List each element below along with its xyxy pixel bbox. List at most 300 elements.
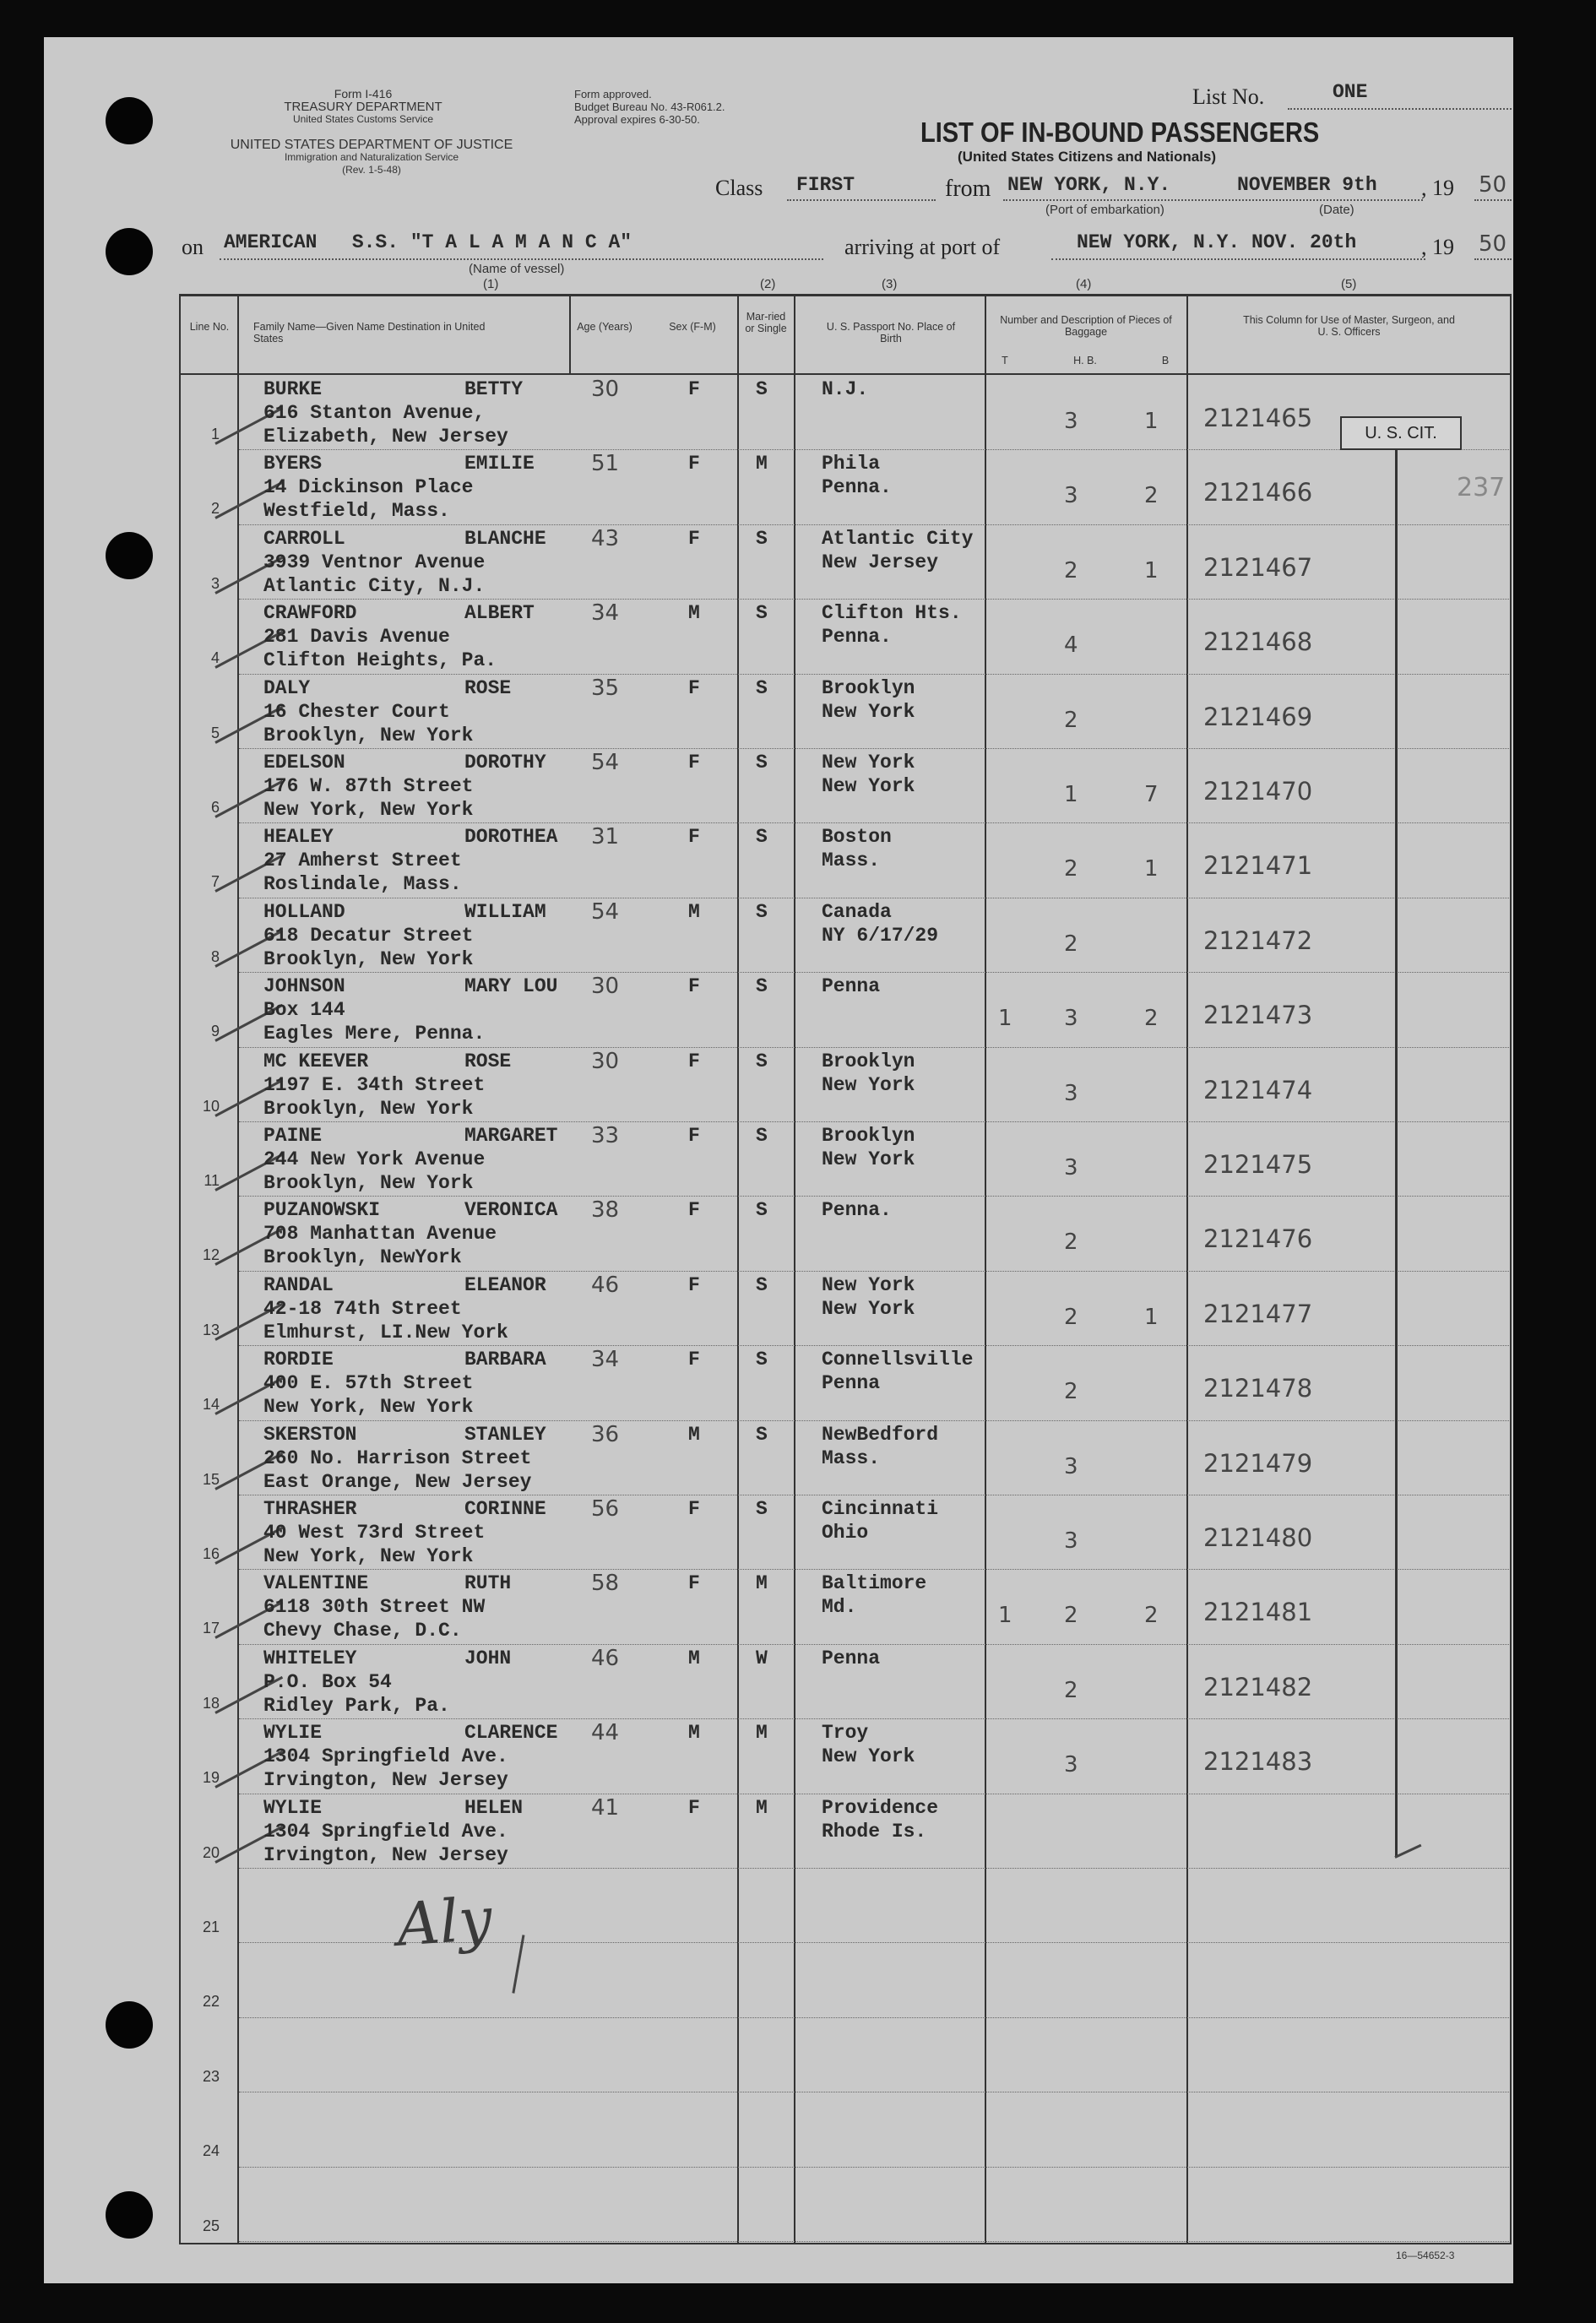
line-number: 7 xyxy=(210,873,220,890)
family-name: PUZANOWSKI xyxy=(263,1199,381,1221)
birth-place-2: New York xyxy=(822,701,915,723)
sex-value: F xyxy=(688,826,700,848)
line-number: 3 xyxy=(210,575,220,592)
birth-place-2: New York xyxy=(822,1148,915,1170)
sex-value: F xyxy=(688,975,700,997)
marital-status: S xyxy=(756,826,768,848)
col-divider-line xyxy=(237,294,239,2244)
sex-value: M xyxy=(688,1647,700,1669)
baggage-hand: 2 xyxy=(1064,708,1078,733)
birth-place-2: Penna. xyxy=(822,476,892,498)
family-name: DALY xyxy=(263,677,311,699)
given-name: DOROTHY xyxy=(464,752,546,773)
line-number: 20 xyxy=(202,1844,220,1861)
address-city: Elizabeth, New Jersey xyxy=(263,426,508,448)
family-name: HOLLAND xyxy=(263,901,345,923)
col-number-4: (4) xyxy=(1076,277,1092,291)
baggage-hand: 1 xyxy=(1064,782,1078,807)
address-city: Atlantic City, N.J. xyxy=(263,575,486,597)
marital-status: S xyxy=(756,1050,768,1072)
line-number: 5 xyxy=(210,725,220,741)
age-value: 31 xyxy=(591,824,620,849)
marital-status: M xyxy=(756,1722,768,1744)
line-number: 23 xyxy=(202,2068,220,2085)
from-underline xyxy=(1003,199,1423,201)
address-street: 400 E. 57th Street xyxy=(263,1372,474,1394)
family-name: WYLIE xyxy=(263,1722,323,1744)
baggage-bags: 7 xyxy=(1144,782,1159,807)
given-name: ROSE xyxy=(464,677,512,699)
address-city: Roslindale, Mass. xyxy=(263,873,462,895)
baggage-hand: 2 xyxy=(1064,931,1078,957)
col-number-3: (3) xyxy=(882,277,898,291)
birth-place-1: Boston xyxy=(822,826,892,848)
address-street: 260 No. Harrison Street xyxy=(263,1447,532,1469)
age-value: 46 xyxy=(591,1646,620,1671)
col-divider-married xyxy=(737,294,739,2244)
age-value: 30 xyxy=(591,974,620,999)
arrival-underline xyxy=(1051,258,1425,260)
justice-block xyxy=(177,138,566,176)
age-value: 58 xyxy=(591,1571,620,1596)
col-divider-officers xyxy=(1186,294,1188,2244)
baggage-hand: 3 xyxy=(1064,1528,1078,1554)
line-number: 9 xyxy=(210,1023,220,1039)
row-divider xyxy=(239,1569,1509,1570)
officer-entry: 2121468 xyxy=(1203,627,1313,656)
family-name: PAINE xyxy=(263,1125,323,1147)
officer-entry: 2121478 xyxy=(1203,1374,1313,1403)
given-name: MARY LOU xyxy=(464,975,558,997)
sex-value: F xyxy=(688,1050,700,1072)
address-street: 244 New York Avenue xyxy=(263,1148,486,1170)
col-number-5: (5) xyxy=(1341,277,1357,291)
birth-place-1: Canada xyxy=(822,901,892,923)
given-name: MARGARET xyxy=(464,1125,558,1147)
address-street: 1197 E. 34th Street xyxy=(263,1074,486,1096)
age-value: 33 xyxy=(591,1123,620,1148)
birth-place-1: Clifton Hts. xyxy=(822,602,962,624)
approval-block xyxy=(574,88,725,126)
sex-value: F xyxy=(688,677,700,699)
marital-status: S xyxy=(756,1498,768,1520)
row-divider xyxy=(239,1644,1509,1645)
sex-value: F xyxy=(688,528,700,550)
revision: (Rev. 1-5-48) xyxy=(342,164,401,176)
port-caption: (Port of embarkation) xyxy=(1045,203,1164,217)
sex-value: F xyxy=(688,1274,700,1296)
row-divider xyxy=(239,524,1509,525)
address-city: Brooklyn, New York xyxy=(263,1172,474,1194)
officer-entry: 2121473 xyxy=(1203,1001,1313,1029)
given-name: WILLIAM xyxy=(464,901,546,923)
age-value: 54 xyxy=(591,899,620,925)
birth-place-1: Troy xyxy=(822,1722,869,1744)
officer-entry: 2121466 xyxy=(1203,478,1313,507)
baggage-hand: 3 xyxy=(1064,1454,1078,1479)
header-baggage-t: T xyxy=(1002,355,1008,366)
given-name: VERONICA xyxy=(464,1199,558,1221)
birth-place-2: New York xyxy=(822,1298,915,1320)
row-divider xyxy=(239,1047,1509,1048)
row-divider xyxy=(239,449,1509,450)
age-value: 44 xyxy=(591,1720,620,1745)
header-married: Mar-ried or Single xyxy=(745,311,787,334)
line-number: 21 xyxy=(202,1919,220,1935)
page-title: LIST OF IN-BOUND PASSENGERS xyxy=(920,117,1320,148)
class-label: Class xyxy=(715,176,763,200)
line-number: 1 xyxy=(210,426,220,442)
birth-place-2: Penna xyxy=(822,1372,881,1394)
row-divider xyxy=(239,822,1509,823)
header-baggage: Number and Description of Pieces of Baggage xyxy=(1000,314,1172,338)
address-city: Chevy Chase, D.C. xyxy=(263,1620,462,1642)
year-prefix: , 19 xyxy=(1421,176,1454,200)
table-bottom-border xyxy=(179,2243,1512,2244)
birth-place-1: Brooklyn xyxy=(822,1050,915,1072)
row-divider xyxy=(239,748,1509,749)
officer-entry: 2121476 xyxy=(1203,1224,1313,1253)
arrival-year: 50 xyxy=(1479,231,1507,257)
birth-place-1: Brooklyn xyxy=(822,677,915,699)
row-divider xyxy=(239,1345,1509,1346)
marital-status: S xyxy=(756,1125,768,1147)
birth-place-1: Brooklyn xyxy=(822,1125,915,1147)
officer-entry: 2121470 xyxy=(1203,777,1313,806)
address-street: 14 Dickinson Place xyxy=(263,476,474,498)
address-city: Westfield, Mass. xyxy=(263,500,450,522)
officer-entry: 2121469 xyxy=(1203,703,1313,731)
col-divider-baggage xyxy=(985,294,986,2244)
approval-line-2: Budget Bureau No. 43-R061.2. xyxy=(574,100,725,113)
address-city: Irvington, New Jersey xyxy=(263,1769,508,1791)
marital-status: S xyxy=(756,901,768,923)
address-street: 281 Davis Avenue xyxy=(263,626,450,648)
binder-hole xyxy=(106,532,153,579)
marital-status: S xyxy=(756,378,768,400)
col-divider-age xyxy=(569,294,571,375)
sex-value: F xyxy=(688,1349,700,1370)
baggage-hand: 3 xyxy=(1064,409,1078,434)
arrival-year-underline xyxy=(1474,258,1512,260)
line-number: 24 xyxy=(202,2142,220,2159)
us-cit-stamp: U. S. CIT. xyxy=(1340,416,1462,450)
given-name: STANLEY xyxy=(464,1424,546,1446)
address-city: Ridley Park, Pa. xyxy=(263,1695,450,1717)
birth-place-2: New York xyxy=(822,1074,915,1096)
header-age: Age (Years) xyxy=(577,321,632,333)
given-name: HELEN xyxy=(464,1797,524,1819)
address-street: 708 Manhattan Avenue xyxy=(263,1223,497,1245)
age-value: 46 xyxy=(591,1273,620,1298)
birth-place-2: New Jersey xyxy=(822,551,939,573)
address-city: New York, New York xyxy=(263,1396,474,1418)
baggage-trunks: 1 xyxy=(998,1603,1012,1628)
sex-value: F xyxy=(688,1125,700,1147)
header-baggage-hb: H. B. xyxy=(1073,355,1097,366)
family-name: THRASHER xyxy=(263,1498,357,1520)
baggage-hand: 2 xyxy=(1064,1305,1078,1330)
row-divider xyxy=(239,2167,1509,2168)
baggage-hand: 2 xyxy=(1064,856,1078,882)
arriving-label: arriving at port of xyxy=(844,235,1001,259)
row-divider xyxy=(239,2017,1509,2018)
list-no-underline xyxy=(1288,108,1512,110)
form-header-block xyxy=(236,88,490,126)
family-name: MC KEEVER xyxy=(263,1050,369,1072)
line-number: 4 xyxy=(210,649,220,666)
baggage-bags: 2 xyxy=(1144,483,1159,508)
address-street: P.O. Box 54 xyxy=(263,1671,392,1693)
sex-value: M xyxy=(688,1722,700,1744)
line-number: 2 xyxy=(210,500,220,517)
age-value: 38 xyxy=(591,1197,620,1223)
officer-entry: 2121479 xyxy=(1203,1449,1313,1478)
col-number-2: (2) xyxy=(760,277,776,291)
baggage-hand: 2 xyxy=(1064,1603,1078,1628)
baggage-hand: 2 xyxy=(1064,1678,1078,1703)
page-subtitle: (United States Citizens and Nationals) xyxy=(958,149,1217,165)
line-number: 8 xyxy=(210,948,220,965)
address-street: 3939 Ventnor Avenue xyxy=(263,551,486,573)
address-street: 16 Chester Court xyxy=(263,701,450,723)
family-name: RANDAL xyxy=(263,1274,334,1296)
birth-place-2: Mass. xyxy=(822,1447,881,1469)
baggage-hand: 3 xyxy=(1064,1006,1078,1031)
birth-place-2: New York xyxy=(822,775,915,797)
marital-status: M xyxy=(756,1797,768,1819)
address-street: Box 144 xyxy=(263,999,345,1021)
header-officers: This Column for Use of Master, Surgeon, and U. S. Officers xyxy=(1243,314,1455,338)
marital-status: S xyxy=(756,975,768,997)
us-cit-bracket-line xyxy=(1395,448,1398,1857)
date-caption: (Date) xyxy=(1319,203,1354,217)
on-label: on xyxy=(182,235,204,259)
official-signature: Aly xyxy=(394,1884,495,1960)
treasury-dept: TREASURY DEPARTMENT xyxy=(284,100,442,114)
officer-entry: 2121467 xyxy=(1203,553,1313,582)
binder-hole xyxy=(106,97,153,144)
family-name: SKERSTON xyxy=(263,1424,357,1446)
baggage-trunks: 1 xyxy=(998,1006,1012,1031)
age-value: 54 xyxy=(591,750,620,775)
header-passport: U. S. Passport No. Place of Birth xyxy=(826,321,956,345)
sex-value: M xyxy=(688,602,700,624)
address-city: New York, New York xyxy=(263,1545,474,1567)
family-name: EDELSON xyxy=(263,752,345,773)
birth-place-1: Providence xyxy=(822,1797,939,1819)
officer-entry: 2121472 xyxy=(1203,926,1313,955)
baggage-bags: 1 xyxy=(1144,558,1159,583)
sex-value: F xyxy=(688,453,700,475)
family-name: WYLIE xyxy=(263,1797,323,1819)
departure-year: 50 xyxy=(1479,172,1507,198)
class-value: FIRST xyxy=(796,174,855,196)
marital-status: S xyxy=(756,602,768,624)
address-street: 616 Stanton Avenue, xyxy=(263,402,486,424)
justice-dept: UNITED STATES DEPARTMENT OF JUSTICE xyxy=(230,138,513,152)
address-city: Brooklyn, New York xyxy=(263,1098,474,1120)
binder-hole xyxy=(106,228,153,275)
given-name: ROSE xyxy=(464,1050,512,1072)
address-street: 1304 Springfield Ave. xyxy=(263,1745,508,1767)
row-divider xyxy=(239,1121,1509,1122)
baggage-hand: 2 xyxy=(1064,1379,1078,1404)
family-name: JOHNSON xyxy=(263,975,345,997)
baggage-hand: 2 xyxy=(1064,558,1078,583)
baggage-hand: 4 xyxy=(1064,632,1078,658)
header-sex: Sex (F-M) xyxy=(669,321,716,333)
officer-entry: 2121474 xyxy=(1203,1076,1313,1105)
binder-hole xyxy=(106,2191,153,2239)
given-name: EMILIE xyxy=(464,453,535,475)
age-value: 34 xyxy=(591,1347,620,1372)
birth-place-1: Atlantic City xyxy=(822,528,974,550)
row-divider xyxy=(239,599,1509,600)
list-no-label: List No. xyxy=(1192,84,1265,109)
birth-place-1: Penna xyxy=(822,1647,881,1669)
address-city: Eagles Mere, Penna. xyxy=(263,1023,486,1045)
address-city: Elmhurst, LI.New York xyxy=(263,1322,508,1343)
form-number: Form I-416 xyxy=(334,87,393,100)
line-number: 22 xyxy=(202,1993,220,2010)
baggage-hand: 3 xyxy=(1064,1081,1078,1106)
sex-value: M xyxy=(688,901,700,923)
departure-date: NOVEMBER 9th xyxy=(1237,174,1377,196)
age-value: 35 xyxy=(591,676,620,701)
address-street: 42-18 74th Street xyxy=(263,1298,462,1320)
from-value: NEW YORK, N.Y. xyxy=(1007,174,1171,196)
line-number: 11 xyxy=(204,1172,220,1189)
class-underline xyxy=(787,199,936,201)
row-divider xyxy=(239,2241,1509,2242)
address-street: 40 West 73rd Street xyxy=(263,1522,486,1544)
birth-place-1: Phila xyxy=(822,453,881,475)
age-value: 56 xyxy=(591,1496,620,1522)
baggage-hand: 3 xyxy=(1064,1155,1078,1180)
age-value: 43 xyxy=(591,526,620,551)
baggage-bags: 2 xyxy=(1144,1603,1159,1628)
family-name: CARROLL xyxy=(263,528,345,550)
marital-status: M xyxy=(756,453,768,475)
address-city: East Orange, New Jersey xyxy=(263,1471,532,1493)
family-name: WHITELEY xyxy=(263,1647,357,1669)
birth-place-1: Penna xyxy=(822,975,881,997)
birth-place-2: Md. xyxy=(822,1596,857,1618)
marital-status: S xyxy=(756,677,768,699)
birth-place-2: NY 6/17/29 xyxy=(822,925,939,947)
address-street: 27 Amherst Street xyxy=(263,849,462,871)
officer-entry: 2121482 xyxy=(1203,1673,1313,1702)
baggage-hand: 3 xyxy=(1064,1752,1078,1778)
birth-place-1: NewBedford xyxy=(822,1424,939,1446)
row-divider xyxy=(239,972,1509,973)
officer-entry: 2121465 xyxy=(1203,404,1313,432)
address-street: 1304 Springfield Ave. xyxy=(263,1821,508,1843)
customs-service: United States Customs Service xyxy=(292,113,434,125)
col-divider-passport xyxy=(794,294,795,2244)
age-value: 51 xyxy=(591,451,620,476)
birth-place-2: Rhode Is. xyxy=(822,1821,927,1843)
given-name: ALBERT xyxy=(464,602,535,624)
birth-place-2: Ohio xyxy=(822,1522,869,1544)
marital-status: S xyxy=(756,1349,768,1370)
given-name: BARBARA xyxy=(464,1349,546,1370)
baggage-bags: 1 xyxy=(1144,1305,1159,1330)
table-right-border xyxy=(1510,294,1512,2244)
address-street: 176 W. 87th Street xyxy=(263,775,474,797)
birth-place-2: Penna. xyxy=(822,626,892,648)
line-number: 17 xyxy=(202,1620,220,1636)
birth-place-1: New York xyxy=(822,752,915,773)
age-value: 30 xyxy=(591,377,620,402)
table-top-border xyxy=(179,294,1512,296)
marital-status: M xyxy=(756,1572,768,1594)
birth-place-1: Cincinnati xyxy=(822,1498,939,1520)
officer-entry: 2121483 xyxy=(1203,1747,1313,1776)
baggage-bags: 1 xyxy=(1144,856,1159,882)
baggage-bags: 1 xyxy=(1144,409,1159,434)
address-street: 618 Decatur Street xyxy=(263,925,474,947)
marital-status: S xyxy=(756,1274,768,1296)
given-name: CORINNE xyxy=(464,1498,546,1520)
family-name: BYERS xyxy=(263,453,323,475)
header-name: Family Name—Given Name Destination in United States xyxy=(253,321,486,345)
list-no-value: ONE xyxy=(1333,81,1368,103)
from-label: from xyxy=(945,176,991,202)
line-number: 6 xyxy=(210,799,220,816)
marital-status: S xyxy=(756,528,768,550)
arrival-year-prefix: , 19 xyxy=(1421,235,1454,259)
row-divider xyxy=(239,1868,1509,1869)
row-divider xyxy=(239,674,1509,675)
family-name: VALENTINE xyxy=(263,1572,369,1594)
baggage-bags: 2 xyxy=(1144,1006,1159,1031)
vessel-underline xyxy=(220,258,823,260)
marital-status: S xyxy=(756,1424,768,1446)
sex-value: F xyxy=(688,752,700,773)
approval-line-3: Approval expires 6-30-50. xyxy=(574,113,700,126)
given-name: DOROTHEA xyxy=(464,826,558,848)
officer-entry: 2121475 xyxy=(1203,1150,1313,1179)
given-name: RUTH xyxy=(464,1572,512,1594)
birth-place-1: Baltimore xyxy=(822,1572,927,1594)
sex-value: F xyxy=(688,1572,700,1594)
line-number: 13 xyxy=(202,1322,220,1338)
address-city: Brooklyn, New York xyxy=(263,948,474,970)
table-header-border xyxy=(179,373,1512,375)
sex-value: F xyxy=(688,1797,700,1819)
address-city: Brooklyn, NewYork xyxy=(263,1246,462,1268)
sex-value: F xyxy=(688,1199,700,1221)
age-value: 30 xyxy=(591,1049,620,1074)
address-street: 6118 30th Street NW xyxy=(263,1596,486,1618)
sex-value: F xyxy=(688,378,700,400)
vessel-caption: (Name of vessel) xyxy=(469,262,565,276)
sex-value: F xyxy=(688,1498,700,1520)
given-name: ELEANOR xyxy=(464,1274,546,1296)
line-number: 12 xyxy=(202,1246,220,1263)
address-city: Clifton Heights, Pa. xyxy=(263,649,497,671)
baggage-hand: 2 xyxy=(1064,1229,1078,1255)
age-value: 41 xyxy=(591,1795,620,1821)
family-name: BURKE xyxy=(263,378,323,400)
sex-value: M xyxy=(688,1424,700,1446)
address-city: Irvington, New Jersey xyxy=(263,1844,508,1866)
given-name: JOHN xyxy=(464,1647,512,1669)
birth-place-1: New York xyxy=(822,1274,915,1296)
birth-place-1: Connellsville xyxy=(822,1349,974,1370)
